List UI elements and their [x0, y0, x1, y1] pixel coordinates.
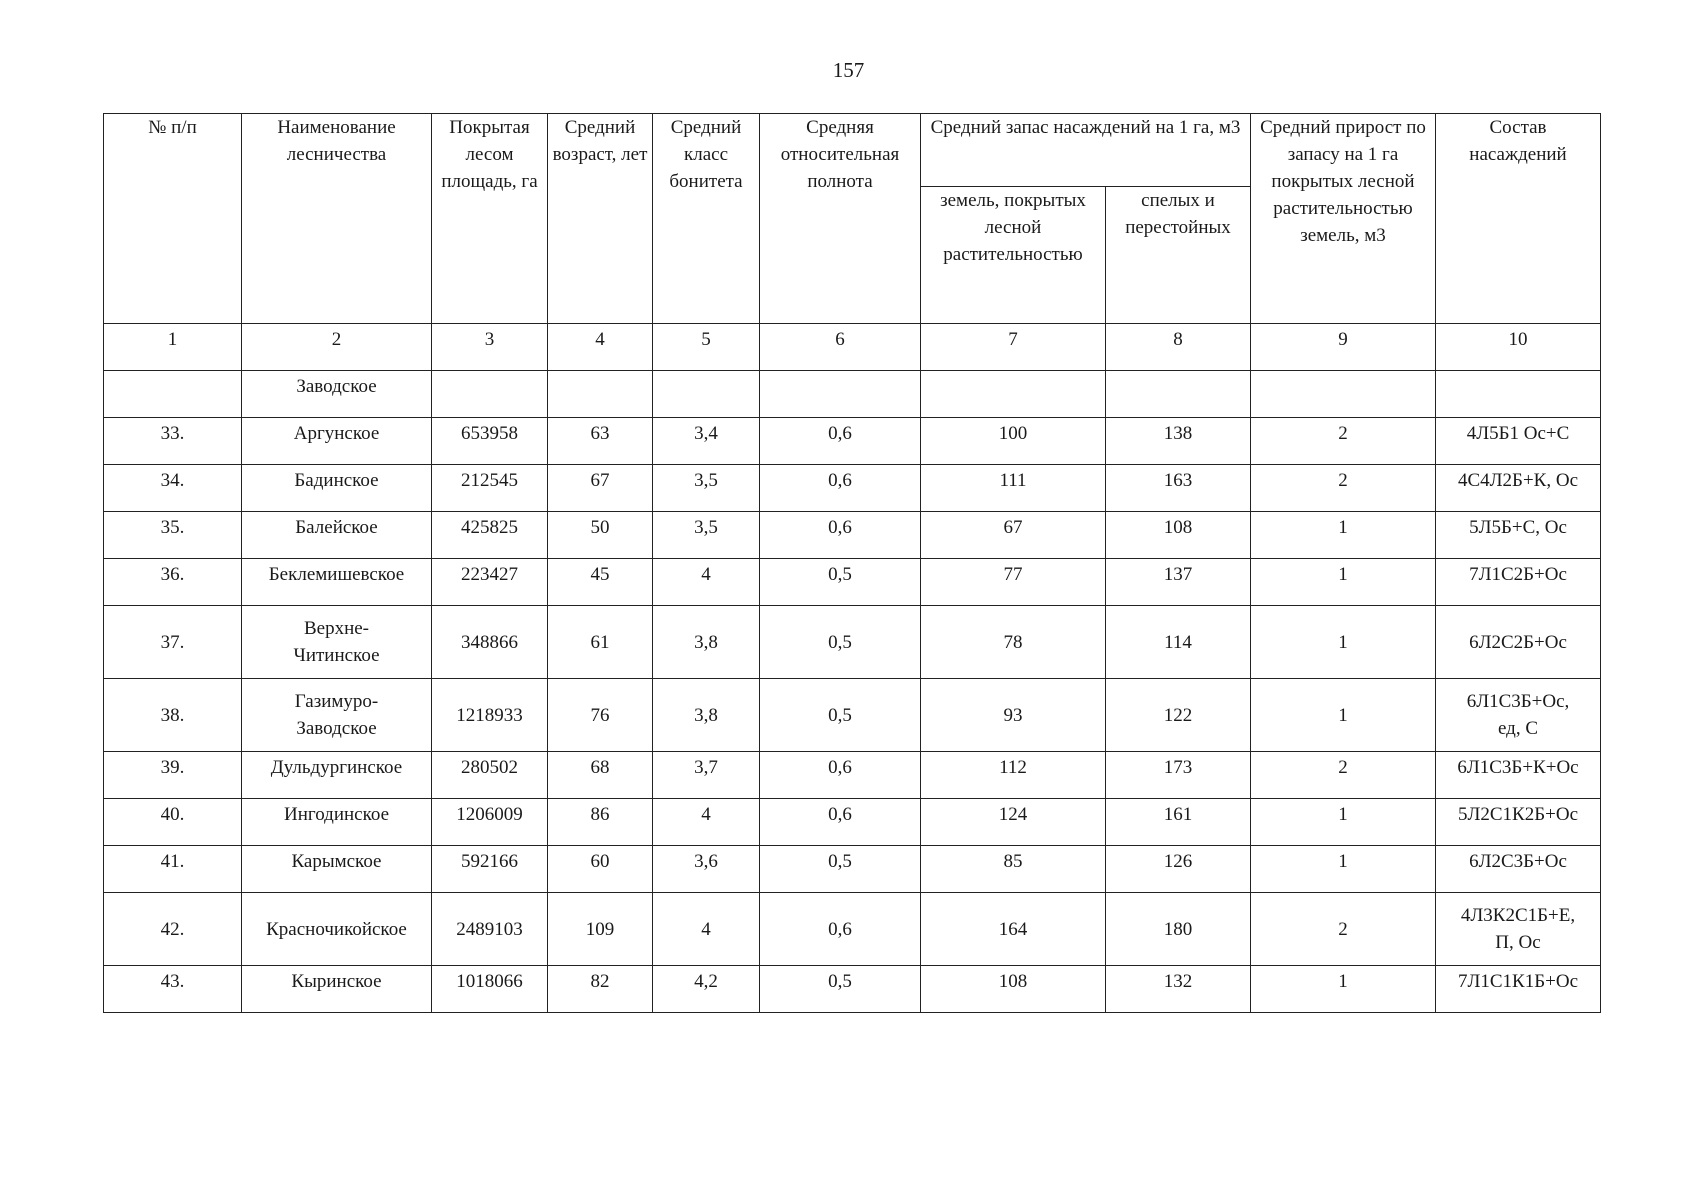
- cell-growth: 1: [1251, 846, 1436, 893]
- cell-bonitet: 3,6: [653, 846, 760, 893]
- cell-num: 40.: [104, 799, 242, 846]
- cell-growth: 1: [1251, 606, 1436, 679]
- table-row: [104, 606, 1601, 679]
- cell-growth: 2: [1251, 752, 1436, 799]
- table-row: [104, 799, 1601, 846]
- cell-num: 36.: [104, 559, 242, 606]
- cell-stock-mature: 108: [1106, 512, 1251, 559]
- column-number: 2: [242, 324, 432, 371]
- cell-density: 0,5: [760, 966, 921, 1013]
- table-row: [104, 893, 1601, 966]
- cell-age: 60: [548, 846, 653, 893]
- cell-stock-mature: 132: [1106, 966, 1251, 1013]
- cell-composition: 5Л5Б+С, Ос: [1436, 512, 1601, 559]
- cell-composition-line: ед, С: [1497, 718, 1539, 739]
- cell-composition: 7Л1С2Б+Ос: [1436, 559, 1601, 606]
- cell-bonitet: 3,8: [653, 679, 760, 752]
- cell-age: 109: [548, 893, 653, 966]
- column-number: 10: [1436, 324, 1601, 371]
- cell-bonitet: 3,7: [653, 752, 760, 799]
- table-row: [104, 512, 1601, 559]
- cell-growth: 1: [1251, 559, 1436, 606]
- cell-growth: 2: [1251, 465, 1436, 512]
- cell-stock-all: 112: [921, 752, 1106, 799]
- column-number: 7: [921, 324, 1106, 371]
- column-number: 6: [760, 324, 921, 371]
- header-composition: Состав насаждений: [1436, 114, 1601, 324]
- cell-stock-mature: 126: [1106, 846, 1251, 893]
- cell-bonitet: 4: [653, 893, 760, 966]
- cell-stock-all: 108: [921, 966, 1106, 1013]
- cell-composition: 6Л1С3Б+К+Ос: [1436, 752, 1601, 799]
- forest-table: [103, 113, 1601, 1013]
- cell-density: 0,5: [760, 606, 921, 679]
- cell-area: 223427: [432, 559, 548, 606]
- table-row: [104, 559, 1601, 606]
- cell-age: 50: [548, 512, 653, 559]
- column-number-row: [104, 324, 1601, 371]
- header-stock-mature: спелых и перестойных: [1106, 187, 1251, 324]
- cell-name: [242, 606, 432, 679]
- cell-age: 63: [548, 418, 653, 465]
- cell-stock-mature: 138: [1106, 418, 1251, 465]
- cell-stock-mature: 163: [1106, 465, 1251, 512]
- column-number: 5: [653, 324, 760, 371]
- cell-growth: 2: [1251, 418, 1436, 465]
- table-row: [104, 418, 1601, 465]
- cell-name-line: Газимуро-: [294, 691, 379, 712]
- cell-age: 76: [548, 679, 653, 752]
- cell-name: Аргунское: [242, 418, 432, 465]
- cell-composition-line: П, Ос: [1495, 932, 1541, 953]
- cell-composition: 4С4Л2Б+К, Ос: [1436, 465, 1601, 512]
- header-avg-growth: Средний прирост по запасу на 1 га покрытых лесной растительностью земель, м3: [1251, 114, 1436, 324]
- cell-density: 0,6: [760, 465, 921, 512]
- header-num: № п/п: [104, 114, 242, 324]
- cell-name: Дульдургинское: [242, 752, 432, 799]
- cell-name-line: Читинское: [293, 645, 380, 666]
- cell-name: Красночикойское: [242, 893, 432, 966]
- cell-stock-mature: 122: [1106, 679, 1251, 752]
- cell-composition: 6Л2С2Б+Ос: [1436, 606, 1601, 679]
- cell-name: Карымское: [242, 846, 432, 893]
- table-row: [104, 679, 1601, 752]
- cell-name-line: Заводское: [296, 718, 377, 739]
- cell-age: 86: [548, 799, 653, 846]
- cell-density: 0,5: [760, 846, 921, 893]
- cell-stock-mature: 137: [1106, 559, 1251, 606]
- cell-name: Ингодинское: [242, 799, 432, 846]
- cell-stock-all: 111: [921, 465, 1106, 512]
- cell-composition-line: 4Л3К2С1Б+Е,: [1460, 905, 1576, 926]
- cell-bonitet: 4: [653, 559, 760, 606]
- cell-age: 45: [548, 559, 653, 606]
- cell-area: 592166: [432, 846, 548, 893]
- cell-name: Бадинское: [242, 465, 432, 512]
- cell-age: 82: [548, 966, 653, 1013]
- column-number: 4: [548, 324, 653, 371]
- cell-growth: 1: [1251, 679, 1436, 752]
- cell-stock-all: 164: [921, 893, 1106, 966]
- cell-stock-mature: 114: [1106, 606, 1251, 679]
- cell-area: 1206009: [432, 799, 548, 846]
- header-avg-density: Средняя относительная полнота: [760, 114, 921, 324]
- cell-bonitet: 4: [653, 799, 760, 846]
- cell-stock-all: 67: [921, 512, 1106, 559]
- cell-stock-all: 78: [921, 606, 1106, 679]
- cell-area: 1018066: [432, 966, 548, 1013]
- cell-composition: [1436, 679, 1601, 752]
- section-title: Заводское: [242, 371, 432, 418]
- cell-growth: 2: [1251, 893, 1436, 966]
- cell-density: 0,6: [760, 893, 921, 966]
- cell-name: Кыринское: [242, 966, 432, 1013]
- cell-num: 34.: [104, 465, 242, 512]
- cell-num: 39.: [104, 752, 242, 799]
- header-row-main: [104, 114, 1601, 187]
- cell-stock-all: 85: [921, 846, 1106, 893]
- table-row: [104, 966, 1601, 1013]
- cell-density: 0,5: [760, 559, 921, 606]
- table-row: [104, 465, 1601, 512]
- cell-stock-all: 100: [921, 418, 1106, 465]
- cell-bonitet: 3,8: [653, 606, 760, 679]
- cell-stock-all: 77: [921, 559, 1106, 606]
- cell-growth: 1: [1251, 799, 1436, 846]
- cell-bonitet: 3,4: [653, 418, 760, 465]
- cell-density: 0,6: [760, 512, 921, 559]
- cell-num: 37.: [104, 606, 242, 679]
- cell-name: [242, 679, 432, 752]
- cell-composition: 5Л2С1К2Б+Ос: [1436, 799, 1601, 846]
- header-avg-age: Средний возраст, лет: [548, 114, 653, 324]
- table-row: [104, 846, 1601, 893]
- cell-bonitet: 4,2: [653, 966, 760, 1013]
- column-number: 8: [1106, 324, 1251, 371]
- cell-density: 0,6: [760, 799, 921, 846]
- cell-name: Балейское: [242, 512, 432, 559]
- column-number: 3: [432, 324, 548, 371]
- header-area: Покрытая лесом площадь, га: [432, 114, 548, 324]
- cell-bonitet: 3,5: [653, 512, 760, 559]
- header-forestry-name: Наименование лесничества: [242, 114, 432, 324]
- cell-age: 68: [548, 752, 653, 799]
- cell-bonitet: 3,5: [653, 465, 760, 512]
- cell-num: 42.: [104, 893, 242, 966]
- cell-age: 61: [548, 606, 653, 679]
- cell-composition: 6Л2С3Б+Ос: [1436, 846, 1601, 893]
- cell-composition: [1436, 893, 1601, 966]
- cell-num: 38.: [104, 679, 242, 752]
- cell-num: 43.: [104, 966, 242, 1013]
- cell-composition: 4Л5Б1 Ос+С: [1436, 418, 1601, 465]
- cell-stock-all: 93: [921, 679, 1106, 752]
- page-number: 157: [832, 58, 865, 82]
- cell-age: 67: [548, 465, 653, 512]
- cell-density: 0,5: [760, 679, 921, 752]
- cell-area: 348866: [432, 606, 548, 679]
- section-row: [104, 371, 1601, 418]
- cell-area: 1218933: [432, 679, 548, 752]
- cell-area: 2489103: [432, 893, 548, 966]
- cell-stock-mature: 161: [1106, 799, 1251, 846]
- cell-stock-all: 124: [921, 799, 1106, 846]
- cell-num: 41.: [104, 846, 242, 893]
- column-number: 9: [1251, 324, 1436, 371]
- cell-area: 425825: [432, 512, 548, 559]
- cell-area: 212545: [432, 465, 548, 512]
- cell-stock-mature: 180: [1106, 893, 1251, 966]
- cell-area: 280502: [432, 752, 548, 799]
- cell-stock-mature: 173: [1106, 752, 1251, 799]
- cell-area: 653958: [432, 418, 548, 465]
- cell-num: 35.: [104, 512, 242, 559]
- cell-growth: 1: [1251, 512, 1436, 559]
- header-avg-stock-group: Средний запас насаждений на 1 га, м3: [921, 114, 1251, 187]
- cell-composition: 7Л1С1К1Б+Ос: [1436, 966, 1601, 1013]
- cell-density: 0,6: [760, 418, 921, 465]
- cell-composition-line: 6Л1С3Б+Ос,: [1466, 691, 1570, 712]
- column-number: 1: [104, 324, 242, 371]
- cell-growth: 1: [1251, 966, 1436, 1013]
- cell-name-line: Верхне-: [303, 618, 370, 639]
- header-stock-covered: земель, покрытых лесной растительностью: [921, 187, 1106, 324]
- cell-density: 0,6: [760, 752, 921, 799]
- header-avg-bonitet: Средний класс бонитета: [653, 114, 760, 324]
- cell-num: 33.: [104, 418, 242, 465]
- cell-name: Беклемишевское: [242, 559, 432, 606]
- table-row: [104, 752, 1601, 799]
